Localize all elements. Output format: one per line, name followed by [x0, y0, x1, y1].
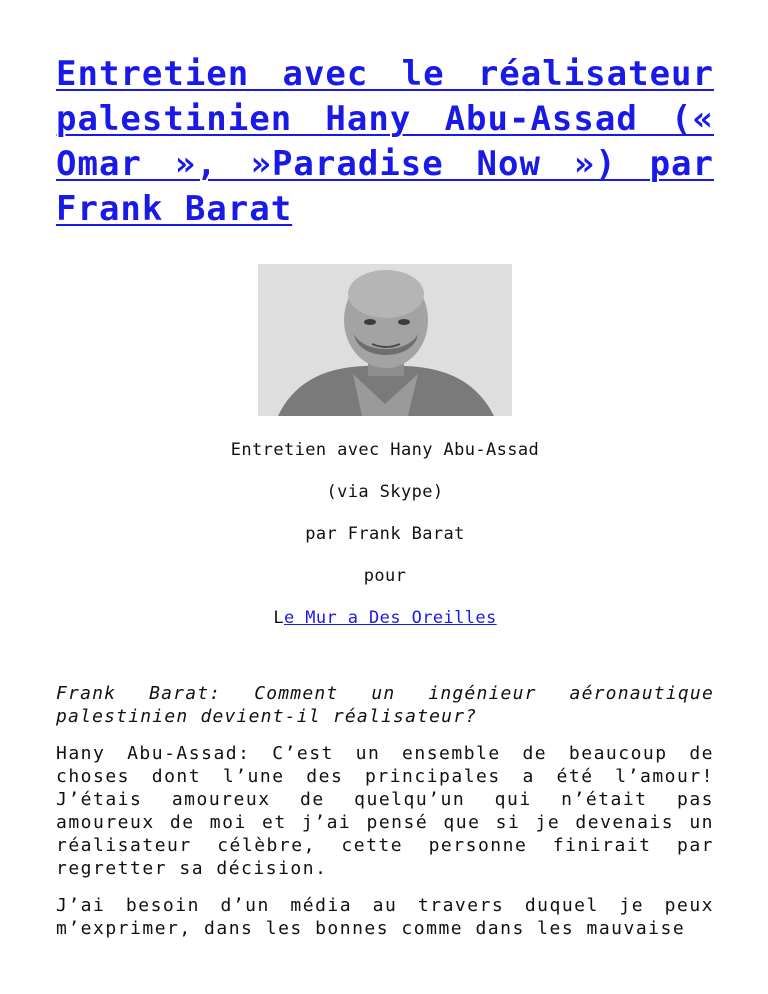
- source-prefix: L: [273, 608, 284, 628]
- article-title: [56, 52, 714, 232]
- interview-author: par Frank Barat: [305, 524, 465, 544]
- article-title-link[interactable]: Entretien avec le réalisateur palestinien Hany Abu-Assad (« Omar », »Paradise Now ») par Frank Barat: [56, 54, 714, 229]
- answer-1-continued: J’ai besoin d’un média au travers duquel je peux m’exprimer, dans les bonnes comme dans les mauvaise: [56, 895, 714, 939]
- answer-1: Hany Abu-Assad: C’est un ensemble de beaucoup de choses dont l’une des principales a été l’amour! J’étais amoureux de quelqu’un qui n’était pas amoureux de moi et j’ai pensé que si je devenais un réalisateur célèbre, cette personne finirait par regretter sa décision.: [56, 743, 714, 879]
- article: [56, 52, 714, 940]
- portrait-image: [258, 264, 512, 416]
- portrait-photo: [258, 264, 512, 416]
- interview-medium: (via Skype): [326, 482, 444, 502]
- interview-subtitle: Entretien avec Hany Abu-Assad: [230, 440, 540, 460]
- interview-source: [56, 607, 714, 629]
- interview-for: pour: [363, 566, 407, 586]
- source-link[interactable]: e Mur a Des Oreilles: [283, 608, 497, 628]
- question-1: Frank Barat: Comment un ingénieur aéronautique palestinien devient-il réalisateur?: [56, 683, 714, 727]
